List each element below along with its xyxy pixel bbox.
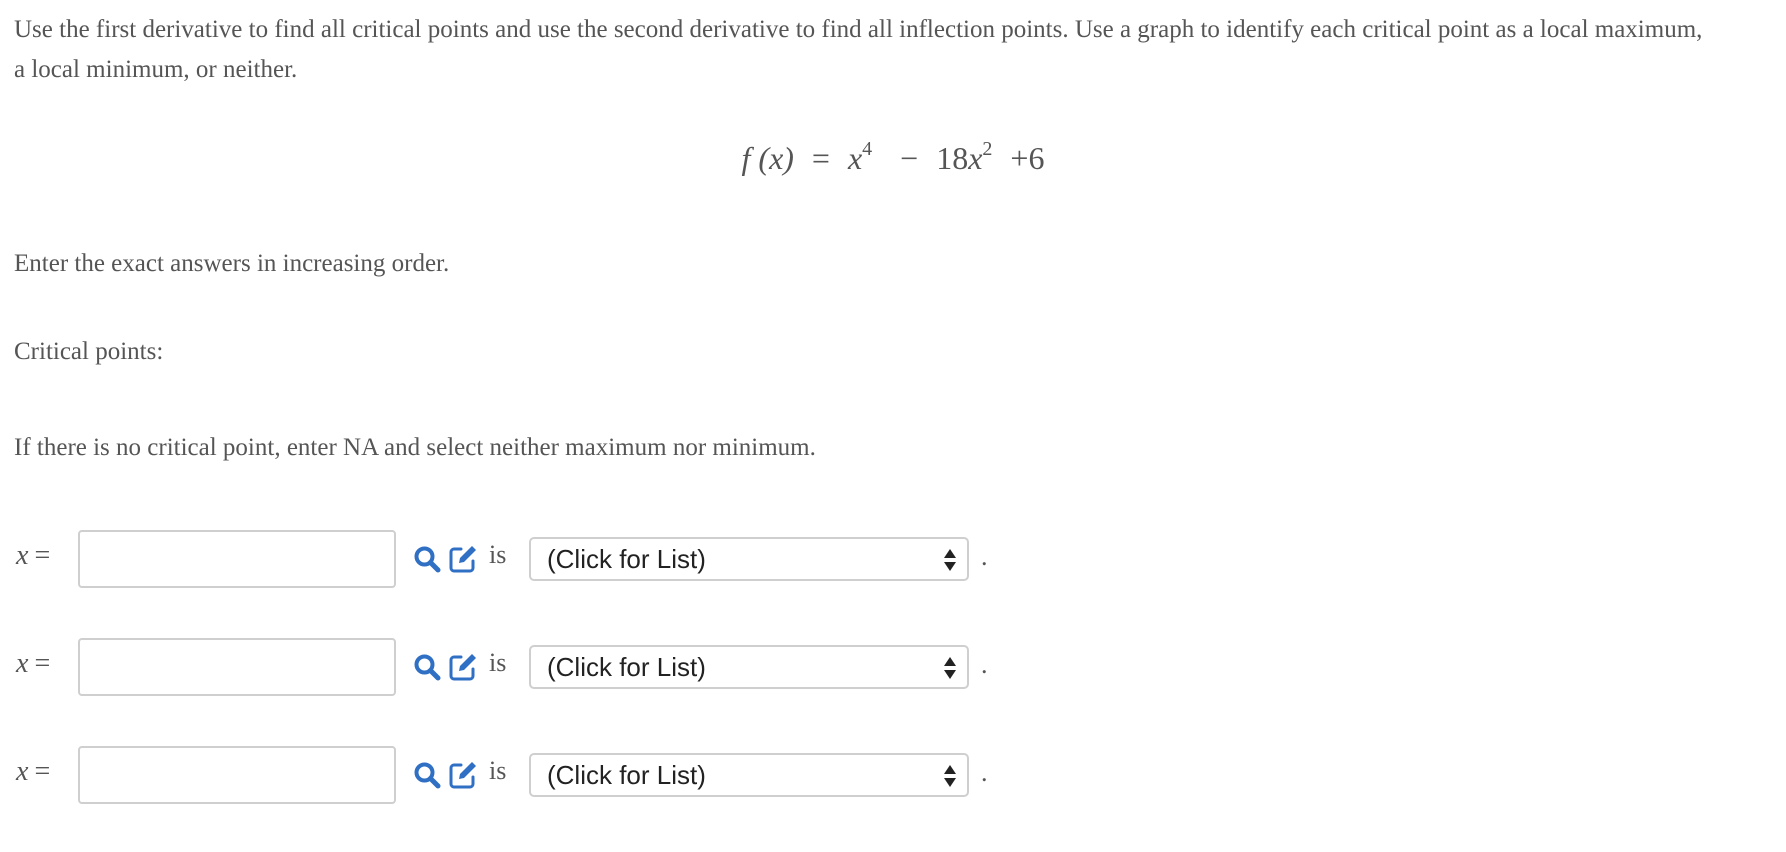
formula-equals: = [811,140,830,176]
variable-label: x = [16,648,51,679]
formula-term1-base: x [847,140,863,176]
formula-term2-exp: 2 [982,138,993,160]
formula-constant: 6 [1028,140,1045,176]
instruction-text: Enter the exact answers in increasing order. [14,250,450,277]
formula-term2-base: x [968,140,983,176]
row-period: . [981,650,988,679]
select-value: (Click for List) [547,760,706,790]
updown-arrows-icon [941,546,959,574]
classification-select[interactable] [529,753,969,797]
row-period: . [981,758,988,787]
answer-input[interactable] [78,746,396,804]
answer-row [0,530,1100,592]
variable-label: x = [16,756,51,787]
magnifier-icon[interactable] [412,544,442,574]
select-value: (Click for List) [547,544,706,574]
edit-icon[interactable] [448,652,478,682]
is-label: is [489,540,507,569]
critical-points-label: Critical points: [14,338,164,365]
updown-arrows-icon [941,654,959,682]
classification-select[interactable] [529,645,969,689]
function-formula [0,140,1786,177]
na-note: If there is no critical point, enter NA and select neither maximum nor minimum. [14,434,816,461]
formula-term1-exp: 4 [862,138,873,160]
is-label: is [489,648,507,677]
formula-minus: − [900,140,919,176]
formula-term2-coef: 18 [936,140,969,176]
answer-input[interactable] [78,530,396,588]
magnifier-icon[interactable] [412,760,442,790]
question-intro: Use the first derivative to find all critical points and use the second derivative to find all inflection points. Use a graph to identify each critical point as a local maximum, a local minimum, or neither. [14,16,1703,83]
edit-icon[interactable] [448,544,478,574]
select-value: (Click for List) [547,652,706,682]
formula-lhs: f (x) [741,140,794,176]
classification-select[interactable] [529,537,969,581]
magnifier-icon[interactable] [412,652,442,682]
formula-plus: + [1010,140,1029,176]
answer-row [0,746,1100,808]
variable-label: x = [16,540,51,571]
answer-input[interactable] [78,638,396,696]
is-label: is [489,756,507,785]
row-period: . [981,542,988,571]
edit-icon[interactable] [448,760,478,790]
updown-arrows-icon [941,762,959,790]
answer-row [0,638,1100,700]
